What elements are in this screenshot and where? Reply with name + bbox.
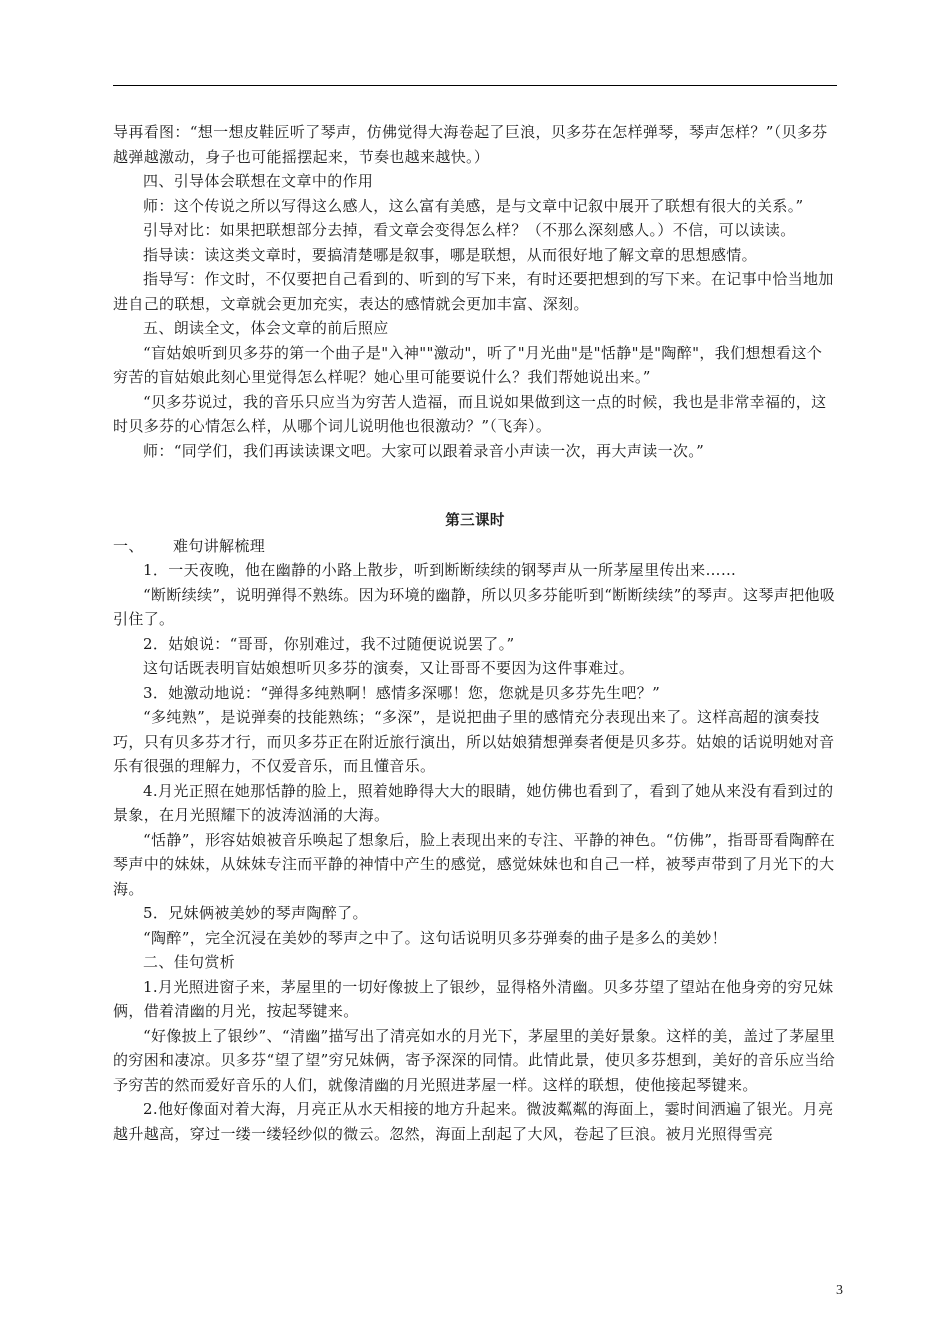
paragraph: 导再看图：“想一想皮鞋匠听了琴声，仿佛觉得大海卷起了巨浪，贝多芬在怎样弹琴，琴声怎样？”（贝多芬越弹越激动，身子也可能摇摆起来，节奏也越来越快。）	[113, 123, 828, 166]
paragraph: “多纯熟”，是说弹奏的技能熟练；“多深”，是说把曲子里的感情充分表现出来了。这样高超的演奏技巧，只有贝多芬才行，而贝多芬正在附近旅行演出，所以姑娘猜想弹奏者便是贝多芬。姑娘的话说明她对音乐有很强的理解力，不仅爱音乐，而且懂音乐。	[113, 708, 835, 775]
paragraph: 1.月光照进窗子来，茅屋里的一切好像披上了银纱，显得格外清幽。贝多芬望了望站在他身旁的穷兄妹俩，借着清幽的月光，按起琴键来。	[113, 977, 834, 1020]
section-number: 一、	[113, 536, 144, 555]
paragraph: “盲姑娘听到贝多芬的第一个曲子是"入神""激动"，听了"月光曲"是"恬静"是"陶醉"，我们想想看这个穷苦的盲姑娘此刻心里觉得怎么样呢？她心里可能要说什么？我们帮她说出来。”	[113, 343, 823, 386]
section-label: 难句讲解梳理	[173, 536, 266, 555]
paragraph: “恬静”，形容姑娘被音乐唤起了想象后，脸上表现出来的专注、平静的神色。“仿佛”，指哥哥看陶醉在琴声中的妹妹，从妹妹专注而平静的神情中产生的感觉，感觉妹妹也和自己一样，被琴声带到了月光下的大海。	[113, 830, 836, 898]
paragraph: 师：这个传说之所以写得这么感人，这么富有美感，是与文章中记叙中展开了联想有很大的关系。”	[143, 196, 804, 215]
paragraph: 指导写：作文时，不仅要把自己看到的、听到的写下来，有时还要把想到的写下来。在记事中恰当地加进自己的联想，文章就会更加充实，表达的感情就会更加丰富、深刻。	[113, 270, 834, 313]
paragraph: “陶醉”，完全沉浸在美妙的琴声之中了。这句话说明贝多芬弹奏的曲子是多么的美妙！	[143, 928, 727, 947]
document-body	[113, 120, 837, 1146]
lesson-title: 第三课时	[445, 513, 505, 529]
section-heading-five: 五、朗读全文，体会文章的前后照应	[143, 319, 389, 337]
paragraph: “断断续续”，说明弹得不熟练。因为环境的幽静，所以贝多芬能听到“断断续续”的琴声。这琴声把他吸引住了。	[113, 585, 836, 628]
section-heading-four: 四、引导体会联想在文章中的作用	[143, 172, 374, 190]
spacer	[113, 463, 837, 503]
paragraph: 4.月光正照在她那恬静的脸上，照着她睁得大大的眼睛，她仿佛也看到了，看到了她从来没有看到过的景象，在月光照耀下的波涛汹涌的大海。	[113, 781, 834, 824]
paragraph: 这句话既表明盲姑娘想听贝多芬的演奏，又让哥哥不要因为这件事难过。	[143, 659, 635, 677]
paragraph: 5．兄妹俩被美妙的琴声陶醉了。	[143, 904, 368, 922]
page-number: 3	[836, 1283, 843, 1298]
paragraph: “好像披上了银纱”、“清幽”描写出了清亮如水的月光下，茅屋里的美好景象。这样的美，盖过了茅屋里的穷困和凄凉。贝多芬“望了望”穷兄妹俩，寄予深深的同情。此情此景，使贝多芬想到，美好的音乐应当给予穷苦的然而爱好音乐的人们，就像清幽的月光照进茅屋一样。这样的联想，使他接起琴键来。	[113, 1026, 836, 1094]
paragraph: 3．她激动地说：“弹得多纯熟啊！感情多深哪！您，您就是贝多芬先生吧？”	[143, 683, 661, 702]
paragraph: “贝多芬说过，我的音乐只应当为穷苦人造福，而且说如果做到这一点的时候，我也是非常幸福的，这时贝多芬的心情怎么样，从哪个词儿说明他也很激动？”（飞奔）。	[113, 392, 827, 435]
paragraph: 师：“同学们，我们再读读课文吧。大家可以跟着录音小声读一次，再大声读一次。”	[143, 441, 705, 460]
paragraph: 引导对比：如果把联想部分去掉，看文章会变得怎么样？（不那么深刻感人。）不信，可以读读。	[143, 221, 796, 239]
paragraph: 2.他好像面对着大海，月亮正从水天相接的地方升起来。微波粼粼的海面上，霎时间洒遍了银光。月亮越升越高，穿过一缕一缕轻纱似的微云。忽然，海面上刮起了大风，卷起了巨浪。被月光照得雪亮	[113, 1100, 834, 1143]
section-heading-one	[113, 534, 837, 559]
section-heading-two: 二、佳句赏析	[143, 953, 236, 971]
paragraph: 2．姑娘说：“哥哥，你别难过，我不过随便说说罢了。”	[143, 634, 515, 653]
header-rule	[113, 85, 837, 86]
paragraph: 指导读：读这类文章时，要搞清楚哪是叙事，哪是联想，从而很好地了解文章的思想感情。	[143, 245, 758, 264]
paragraph: 1．一天夜晚，他在幽静的小路上散步，听到断断续续的钢琴声从一所茅屋里传出来……	[143, 561, 737, 579]
